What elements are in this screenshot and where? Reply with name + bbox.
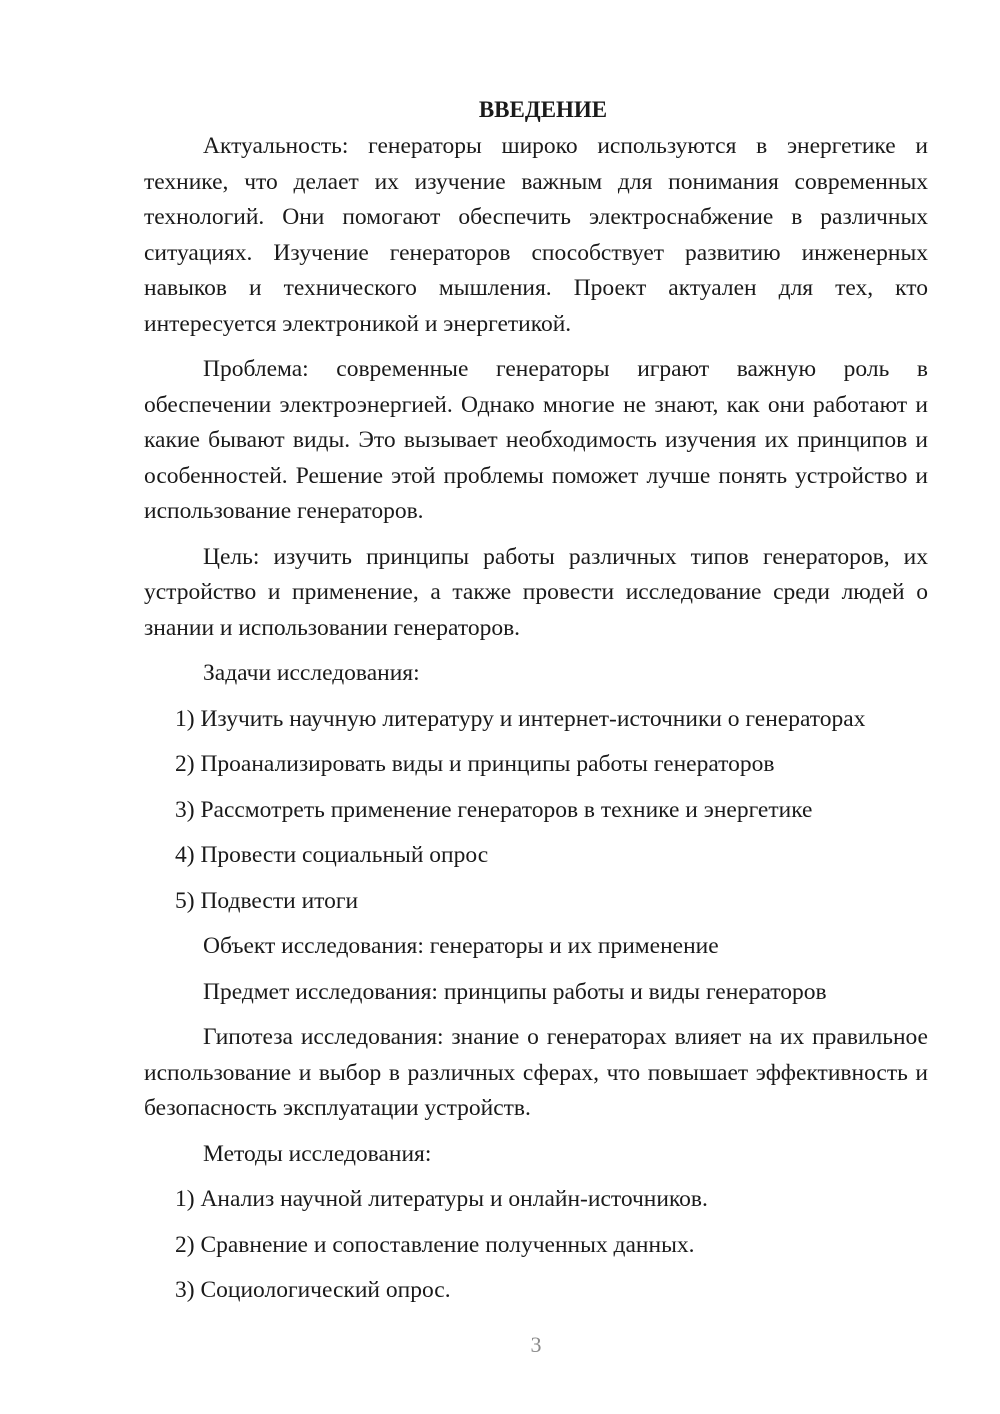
task-item: 4) Провести социальный опрос xyxy=(175,842,489,868)
method-item: 1) Анализ научной литературы и онлайн-источников. xyxy=(175,1186,708,1212)
problem-paragraph: Проблема: современные генераторы играют важную роль в обеспечении электроэнергией. Однако многие не знают, как они работают и какие бывают виды. Это вызывает необходимость изучения их принципов и особенностей. Решение этой проблемы поможет лучше понять устройство и использование генераторов. xyxy=(144,356,928,524)
goal-paragraph: Цель: изучить принципы работы различных типов генераторов, их устройство и применение, а также провести исследование среди людей о знании и использовании генераторов. xyxy=(144,543,928,641)
methods-heading: Методы исследования: xyxy=(203,1140,432,1167)
tasks-list xyxy=(144,702,928,920)
page-content xyxy=(144,92,928,1319)
method-item: 3) Социологический опрос. xyxy=(175,1277,451,1303)
page-number: 3 xyxy=(530,1332,542,1357)
task-item: 3) Рассмотреть применение генераторов в технике и энергетике xyxy=(175,796,813,823)
task-item: 2) Проанализировать виды и принципы работы генераторов xyxy=(175,751,775,777)
task-item: 1) Изучить научную литературу и интернет-источники о генераторах xyxy=(175,705,866,732)
object-line: Объект исследования: генераторы и их применение xyxy=(203,933,719,959)
method-item: 2) Сравнение и сопоставление полученных данных. xyxy=(175,1231,695,1258)
hypothesis-paragraph: Гипотеза исследования: знание о генераторах влияет на их правильное использование и выбор в различных сферах, что повышает эффективность и безопасность эксплуатации устройств. xyxy=(144,1024,928,1121)
task-item: 5) Подвести итоги xyxy=(175,887,359,914)
page-title: ВВЕДЕНИЕ xyxy=(478,97,608,122)
methods-list xyxy=(144,1182,928,1309)
tasks-heading: Задачи исследования: xyxy=(203,660,420,686)
subject-line: Предмет исследования: принципы работы и виды генераторов xyxy=(203,978,827,1005)
relevance-paragraph: Актуальность: генераторы широко используются в энергетике и технике, что делает их изучение важным для понимания современных технологий. Они помогают обеспечить электроснабжение в различных ситуациях. Изучение генераторов способствует развитию инженерных навыков и технического мышления. Проект актуален для тех, кто интересуется электроникой и энергетикой. xyxy=(144,133,928,337)
